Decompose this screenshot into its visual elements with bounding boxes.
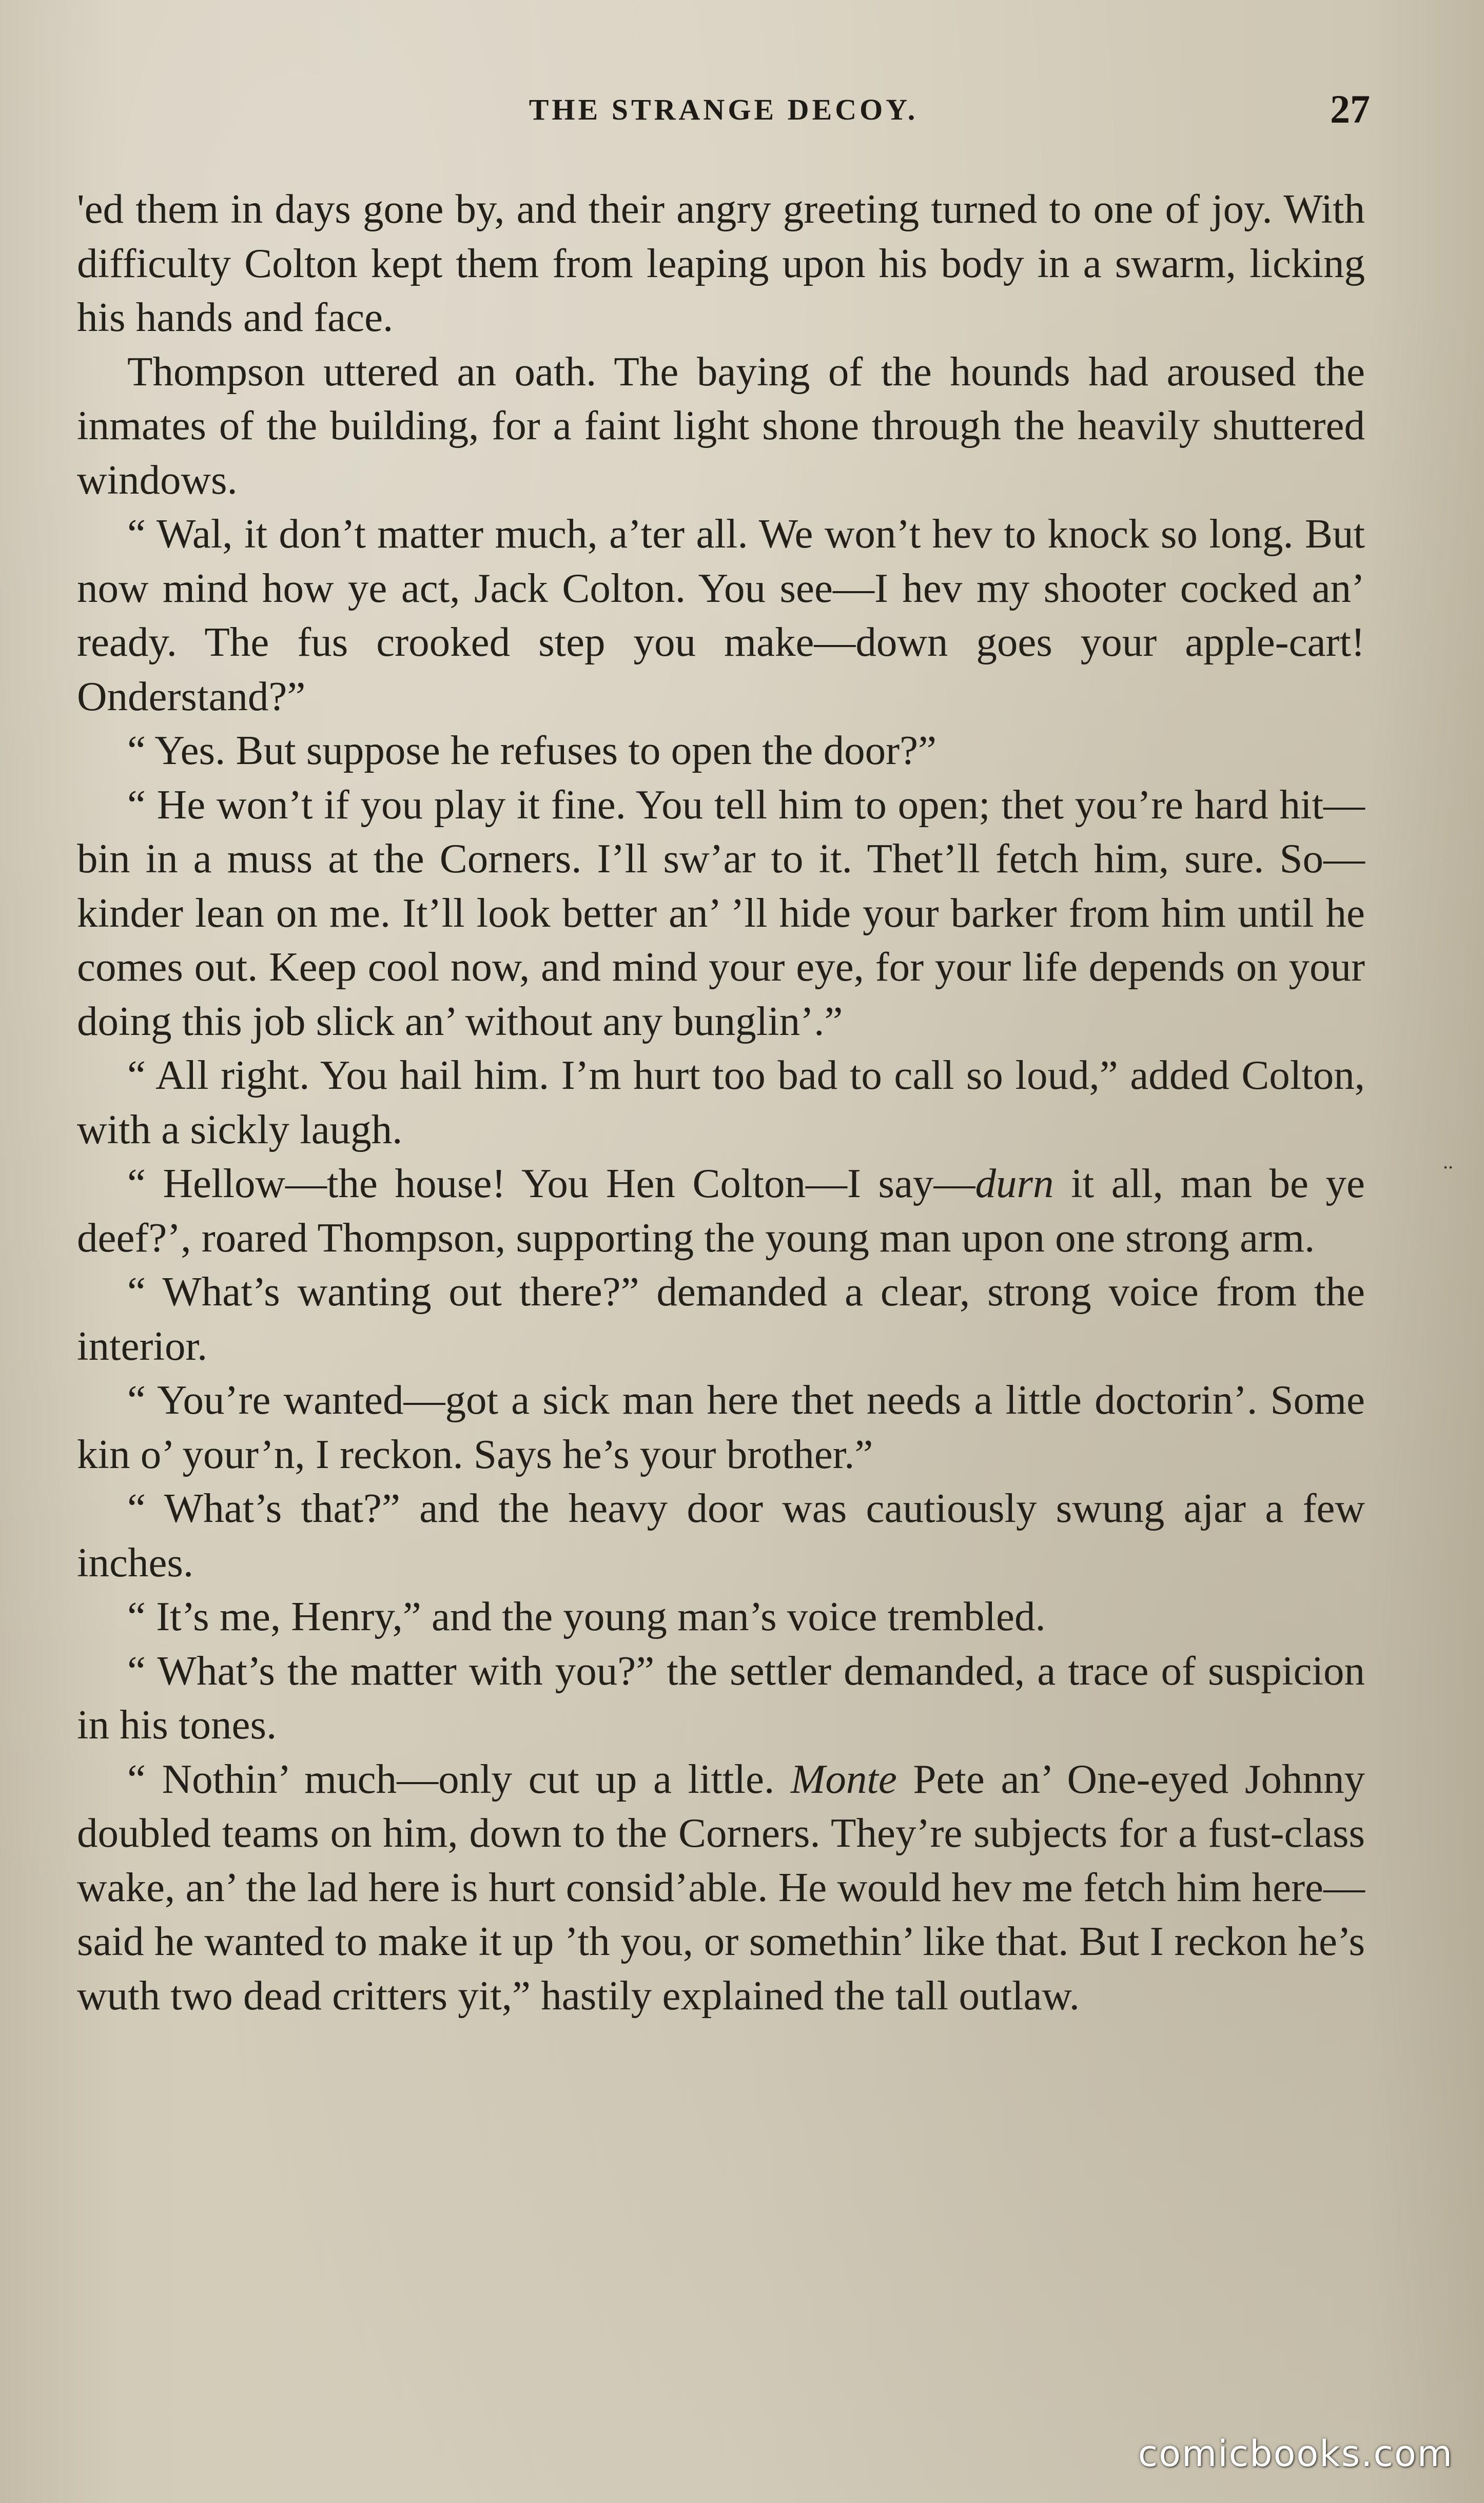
watermark: comicbooks.com <box>1138 2433 1453 2475</box>
paragraph: “ What’s the matter with you?” the settler demanded, a trace of suspicion in his tones. <box>77 1647 1365 1748</box>
paragraph-text: “ Nothin’ much—only cut up a little. <box>127 1755 791 1802</box>
paragraph: “ What’s that?” and the heavy door was cautiously swung ajar a few inches. <box>77 1485 1365 1586</box>
running-title: THE STRANGE DECOY. <box>529 93 919 126</box>
body-text <box>77 182 1365 2023</box>
paragraph: “ Yes. But suppose he refuses to open the door?” <box>127 727 936 773</box>
paragraph: “ What’s wanting out there?” demanded a clear, strong voice from the interior. <box>77 1268 1365 1369</box>
paragraph-text: “ Hellow—the house! You Hen Colton—I say— <box>127 1160 975 1206</box>
paragraph: “ He won’t if you play it fine. You tell him to open; thet you’re hard hit—bin in a muss at the Corners. I’ll sw’ar to it. Thet’ll fetch him, sure. So—kinder lean on me. It’ll look better an’ ’ll hide your barker from him until he comes out. Keep cool now, and mind your eye, for your life depends on your doing this job slick an’ without any bunglin’.” <box>77 781 1365 1044</box>
paragraph-text: Pete an’ One-eyed Johnny doubled teams on him, down to the Corners. They’re subjects for a fust-class wake, an’ the lad here is hurt consid’able. He would hev me fetch him here—said he wanted to make it up ’th you, or somethin’ like that. But I reckon he’s wuth two dead critters yit,” hastily explained the tall outlaw. <box>77 1755 1365 2019</box>
paragraph: 'ed them in days gone by, and their angry greeting turned to one of joy. With difficulty Colton kept them from leaping upon his body in a swarm, licking his hands and face. <box>77 186 1365 340</box>
paragraph: “ It’s me, Henry,” and the young man’s voice trembled. <box>127 1593 1046 1639</box>
margin-mark: .. <box>1443 1150 1453 1173</box>
paragraph: Thompson uttered an oath. The baying of the hounds had aroused the inmates of the building, for a faint light shone through the heavily shuttered windows. <box>77 348 1365 503</box>
paragraph <box>77 1157 1365 1265</box>
italic-text: Monte <box>790 1755 897 1802</box>
page-header <box>77 77 1370 139</box>
paragraph: “ Wal, it don’t matter much, a’ter all. We won’t hev to knock so long. But now mind how ye act, Jack Colton. You see—I hev my shooter cocked an’ ready. The fus crooked step you make—down goes your apple-cart! Onderstand?” <box>77 511 1365 719</box>
paragraph <box>77 1752 1365 2023</box>
paragraph: “ You’re wanted—got a sick man here thet needs a little doctorin’. Some kin o’ your’n, I reckon. Says he’s your brother.” <box>77 1377 1365 1477</box>
paragraph-text: it all, man be ye deef?’, roared Thompson, supporting the young man upon one strong arm. <box>77 1160 1365 1261</box>
paragraph: “ All right. You hail him. I’m hurt too bad to call so loud,” added Colton, with a sickly laugh. <box>77 1052 1365 1152</box>
italic-text: durn <box>975 1160 1054 1206</box>
page-number: 27 <box>1330 87 1370 131</box>
